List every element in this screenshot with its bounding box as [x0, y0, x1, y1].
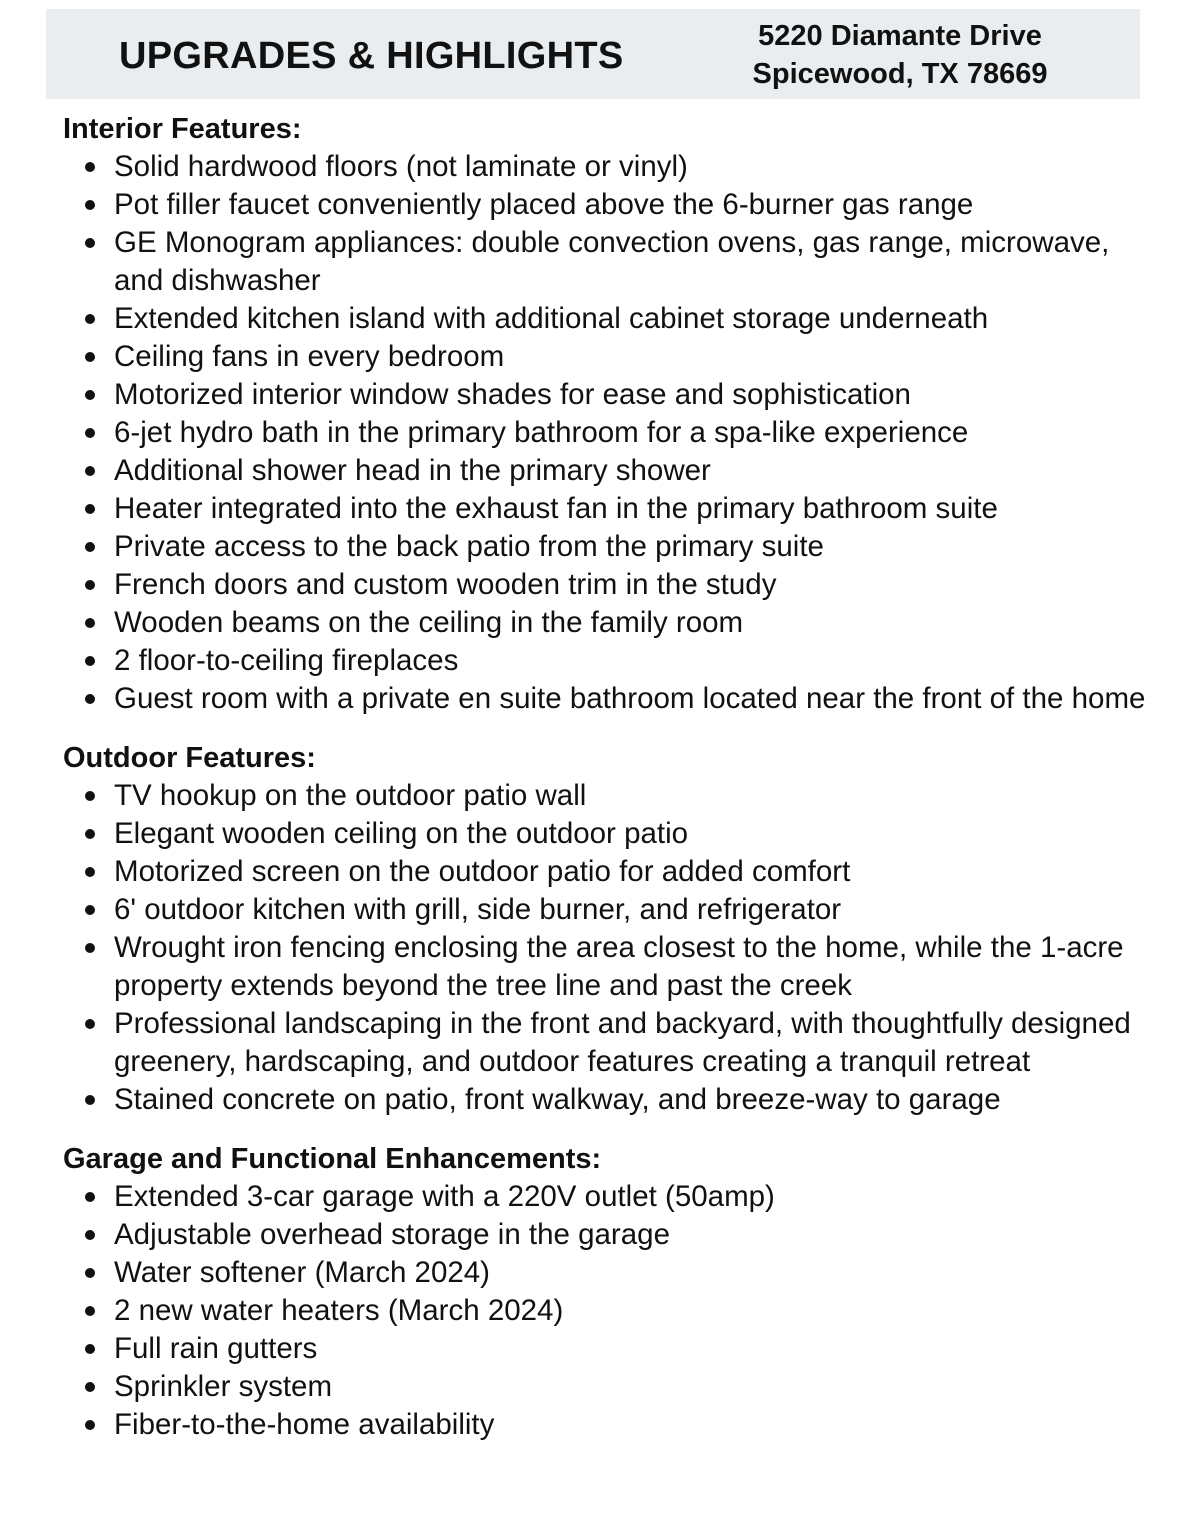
garage-features-list: [63, 1178, 1153, 1444]
list-item: Guest room with a private en suite bathroom located near the front of the home: [63, 680, 1153, 718]
list-item: Private access to the back patio from the primary suite: [63, 528, 1153, 566]
features-content: [63, 110, 1153, 1444]
list-item: Elegant wooden ceiling on the outdoor patio: [63, 815, 1153, 853]
list-item: Ceiling fans in every bedroom: [63, 338, 1153, 376]
address-line-2: Spicewood, TX 78669: [752, 58, 1048, 90]
list-item: Heater integrated into the exhaust fan in the primary bathroom suite: [63, 490, 1153, 528]
section-heading-outdoor: Outdoor Features:: [63, 742, 316, 774]
outdoor-features-list: [63, 777, 1153, 1119]
section-heading-interior: Interior Features:: [63, 113, 302, 145]
list-item: 2 floor-to-ceiling fireplaces: [63, 642, 1153, 680]
list-item: Professional landscaping in the front and backyard, with thoughtfully designed greenery, hardscaping, and outdoor features creating a tranquil retreat: [63, 1005, 1153, 1081]
list-item: Wrought iron fencing enclosing the area closest to the home, while the 1-acre property extends beyond the tree line and past the creek: [63, 929, 1153, 1005]
list-item: Adjustable overhead storage in the garage: [63, 1216, 1153, 1254]
page-title: UPGRADES & HIGHLIGHTS: [119, 35, 624, 77]
list-item: Pot filler faucet conveniently placed above the 6-burner gas range: [63, 186, 1153, 224]
list-item: Wooden beams on the ceiling in the family room: [63, 604, 1153, 642]
list-item: GE Monogram appliances: double convection ovens, gas range, microwave, and dishwasher: [63, 224, 1153, 300]
list-item: Fiber-to-the-home availability: [63, 1406, 1153, 1444]
list-item: Motorized interior window shades for ease and sophistication: [63, 376, 1153, 414]
list-item: Extended 3-car garage with a 220V outlet (50amp): [63, 1178, 1153, 1216]
property-address: [712, 17, 1088, 93]
section-heading-garage: Garage and Functional Enhancements:: [63, 1143, 602, 1175]
section-interior-features: [63, 110, 1153, 718]
address-line-1: 5220 Diamante Drive: [758, 20, 1042, 52]
interior-features-list: [63, 148, 1153, 718]
section-outdoor-features: [63, 739, 1153, 1119]
list-item: TV hookup on the outdoor patio wall: [63, 777, 1153, 815]
section-garage-functional: [63, 1140, 1153, 1444]
list-item: Additional shower head in the primary shower: [63, 452, 1153, 490]
list-item: 6-jet hydro bath in the primary bathroom for a spa-like experience: [63, 414, 1153, 452]
list-item: French doors and custom wooden trim in the study: [63, 566, 1153, 604]
list-item: Extended kitchen island with additional cabinet storage underneath: [63, 300, 1153, 338]
list-item: Motorized screen on the outdoor patio for added comfort: [63, 853, 1153, 891]
list-item: Full rain gutters: [63, 1330, 1153, 1368]
list-item: Sprinkler system: [63, 1368, 1153, 1406]
list-item: 6' outdoor kitchen with grill, side burner, and refrigerator: [63, 891, 1153, 929]
list-item: 2 new water heaters (March 2024): [63, 1292, 1153, 1330]
list-item: Stained concrete on patio, front walkway, and breeze-way to garage: [63, 1081, 1153, 1119]
list-item: Solid hardwood floors (not laminate or vinyl): [63, 148, 1153, 186]
list-item: Water softener (March 2024): [63, 1254, 1153, 1292]
header-banner: [46, 9, 1140, 99]
